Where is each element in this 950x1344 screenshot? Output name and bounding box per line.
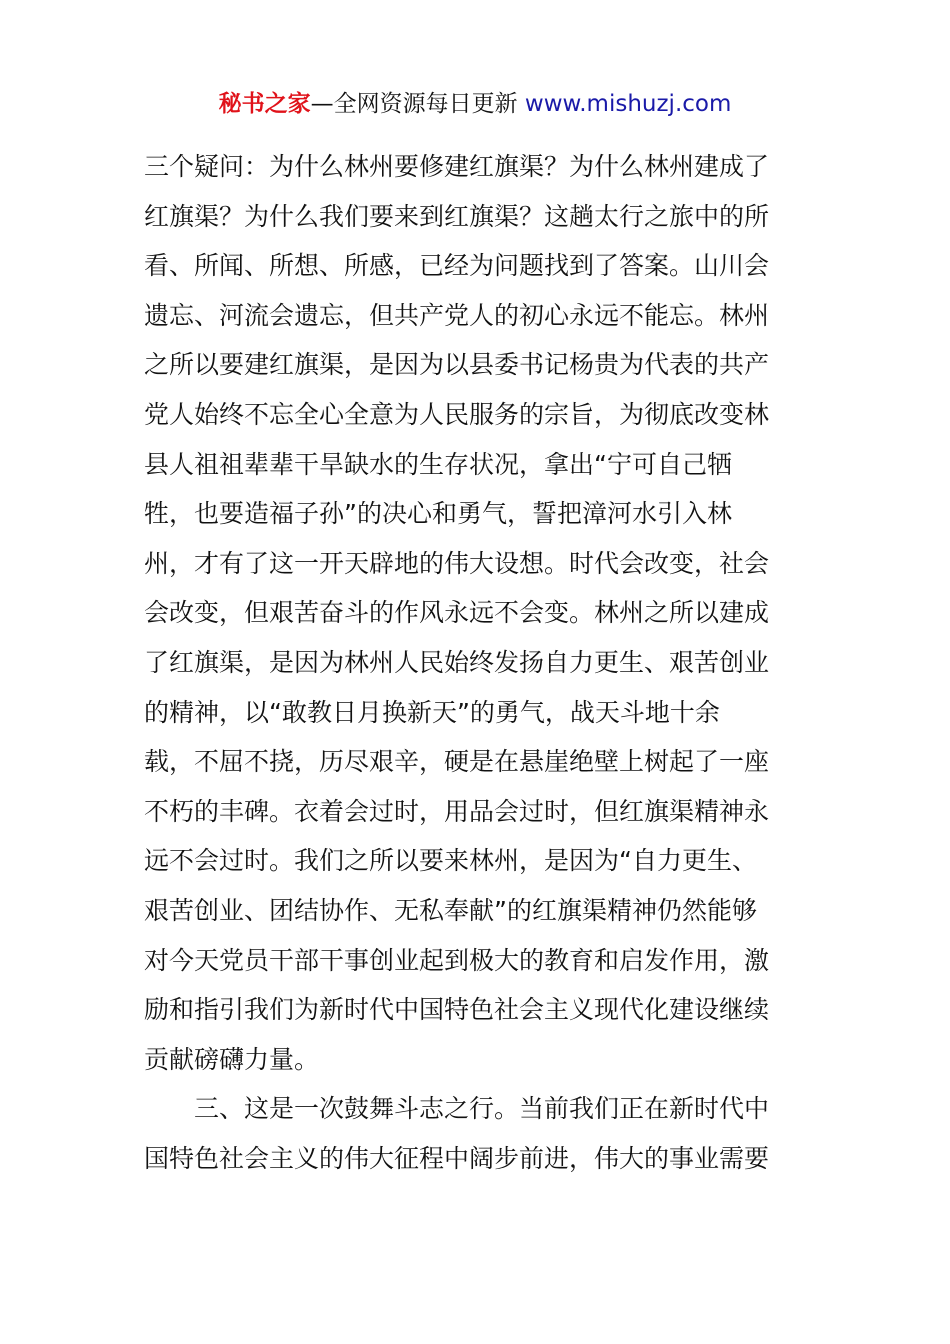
text-line: 遗忘、河流会遗忘，但共产党人的初心永远不能忘。林州 (144, 300, 770, 330)
text-line: 国特色社会主义的伟大征程中阔步前进，伟大的事业需要 (144, 1143, 770, 1173)
header-brand: 秘书之家 (218, 91, 311, 117)
text-line: 贡献磅礴力量。 (144, 1044, 320, 1074)
document-body (144, 142, 806, 1183)
text-line: 红旗渠？为什么我们要来到红旗渠？这趟太行之旅中的所 (144, 201, 770, 231)
text-line: 对今天党员干部干事创业起到极大的教育和启发作用，激 (144, 945, 770, 975)
page-header (0, 88, 950, 120)
header-slogan: —全网资源每日更新 (310, 91, 518, 117)
text-line: 州，才有了这一开天辟地的伟大设想。时代会改变，社会 (144, 548, 770, 578)
paragraph-1 (144, 142, 806, 1084)
text-line: 艰苦创业、团结协作、无私奉献”的红旗渠精神仍然能够 (144, 895, 757, 925)
text-line: 三、这是一次鼓舞斗志之行。当前我们正在新时代中 (194, 1094, 770, 1124)
text-line: 励和指引我们为新时代中国特色社会主义现代化建设继续 (144, 995, 770, 1025)
text-line: 了红旗渠，是因为林州人民始终发扬自力更生、艰苦创业 (144, 647, 770, 677)
text-line: 不朽的丰碑。衣着会过时，用品会过时，但红旗渠精神永 (144, 796, 770, 826)
text-line: 看、所闻、所想、所感，已经为问题找到了答案。山川会 (144, 251, 770, 281)
text-line: 远不会过时。我们之所以要来林州，是因为“自力更生、 (144, 846, 757, 876)
text-line: 县人祖祖辈辈干旱缺水的生存状况，拿出“宁可自己牺 (144, 449, 732, 479)
text-line: 之所以要建红旗渠，是因为以县委书记杨贵为代表的共产 (144, 350, 770, 380)
text-line: 三个疑问：为什么林州要修建红旗渠？为什么林州建成了 (144, 152, 770, 181)
text-line: 会改变，但艰苦奋斗的作风永远不会变。林州之所以建成 (144, 598, 770, 628)
text-line: 党人始终不忘全心全意为人民服务的宗旨，为彻底改变林 (144, 399, 770, 429)
header-url-link[interactable]: www.mishuzj.com (524, 91, 732, 117)
text-line: 载，不屈不挠，历尽艰辛，硬是在悬崖绝壁上树起了一座 (144, 747, 770, 777)
text-line: 牲，也要造福子孙”的决心和勇气，誓把漳河水引入林 (144, 499, 732, 529)
text-line: 的精神，以“敢教日月换新天”的勇气，战天斗地十余 (144, 697, 720, 727)
paragraph-2 (144, 1084, 806, 1183)
